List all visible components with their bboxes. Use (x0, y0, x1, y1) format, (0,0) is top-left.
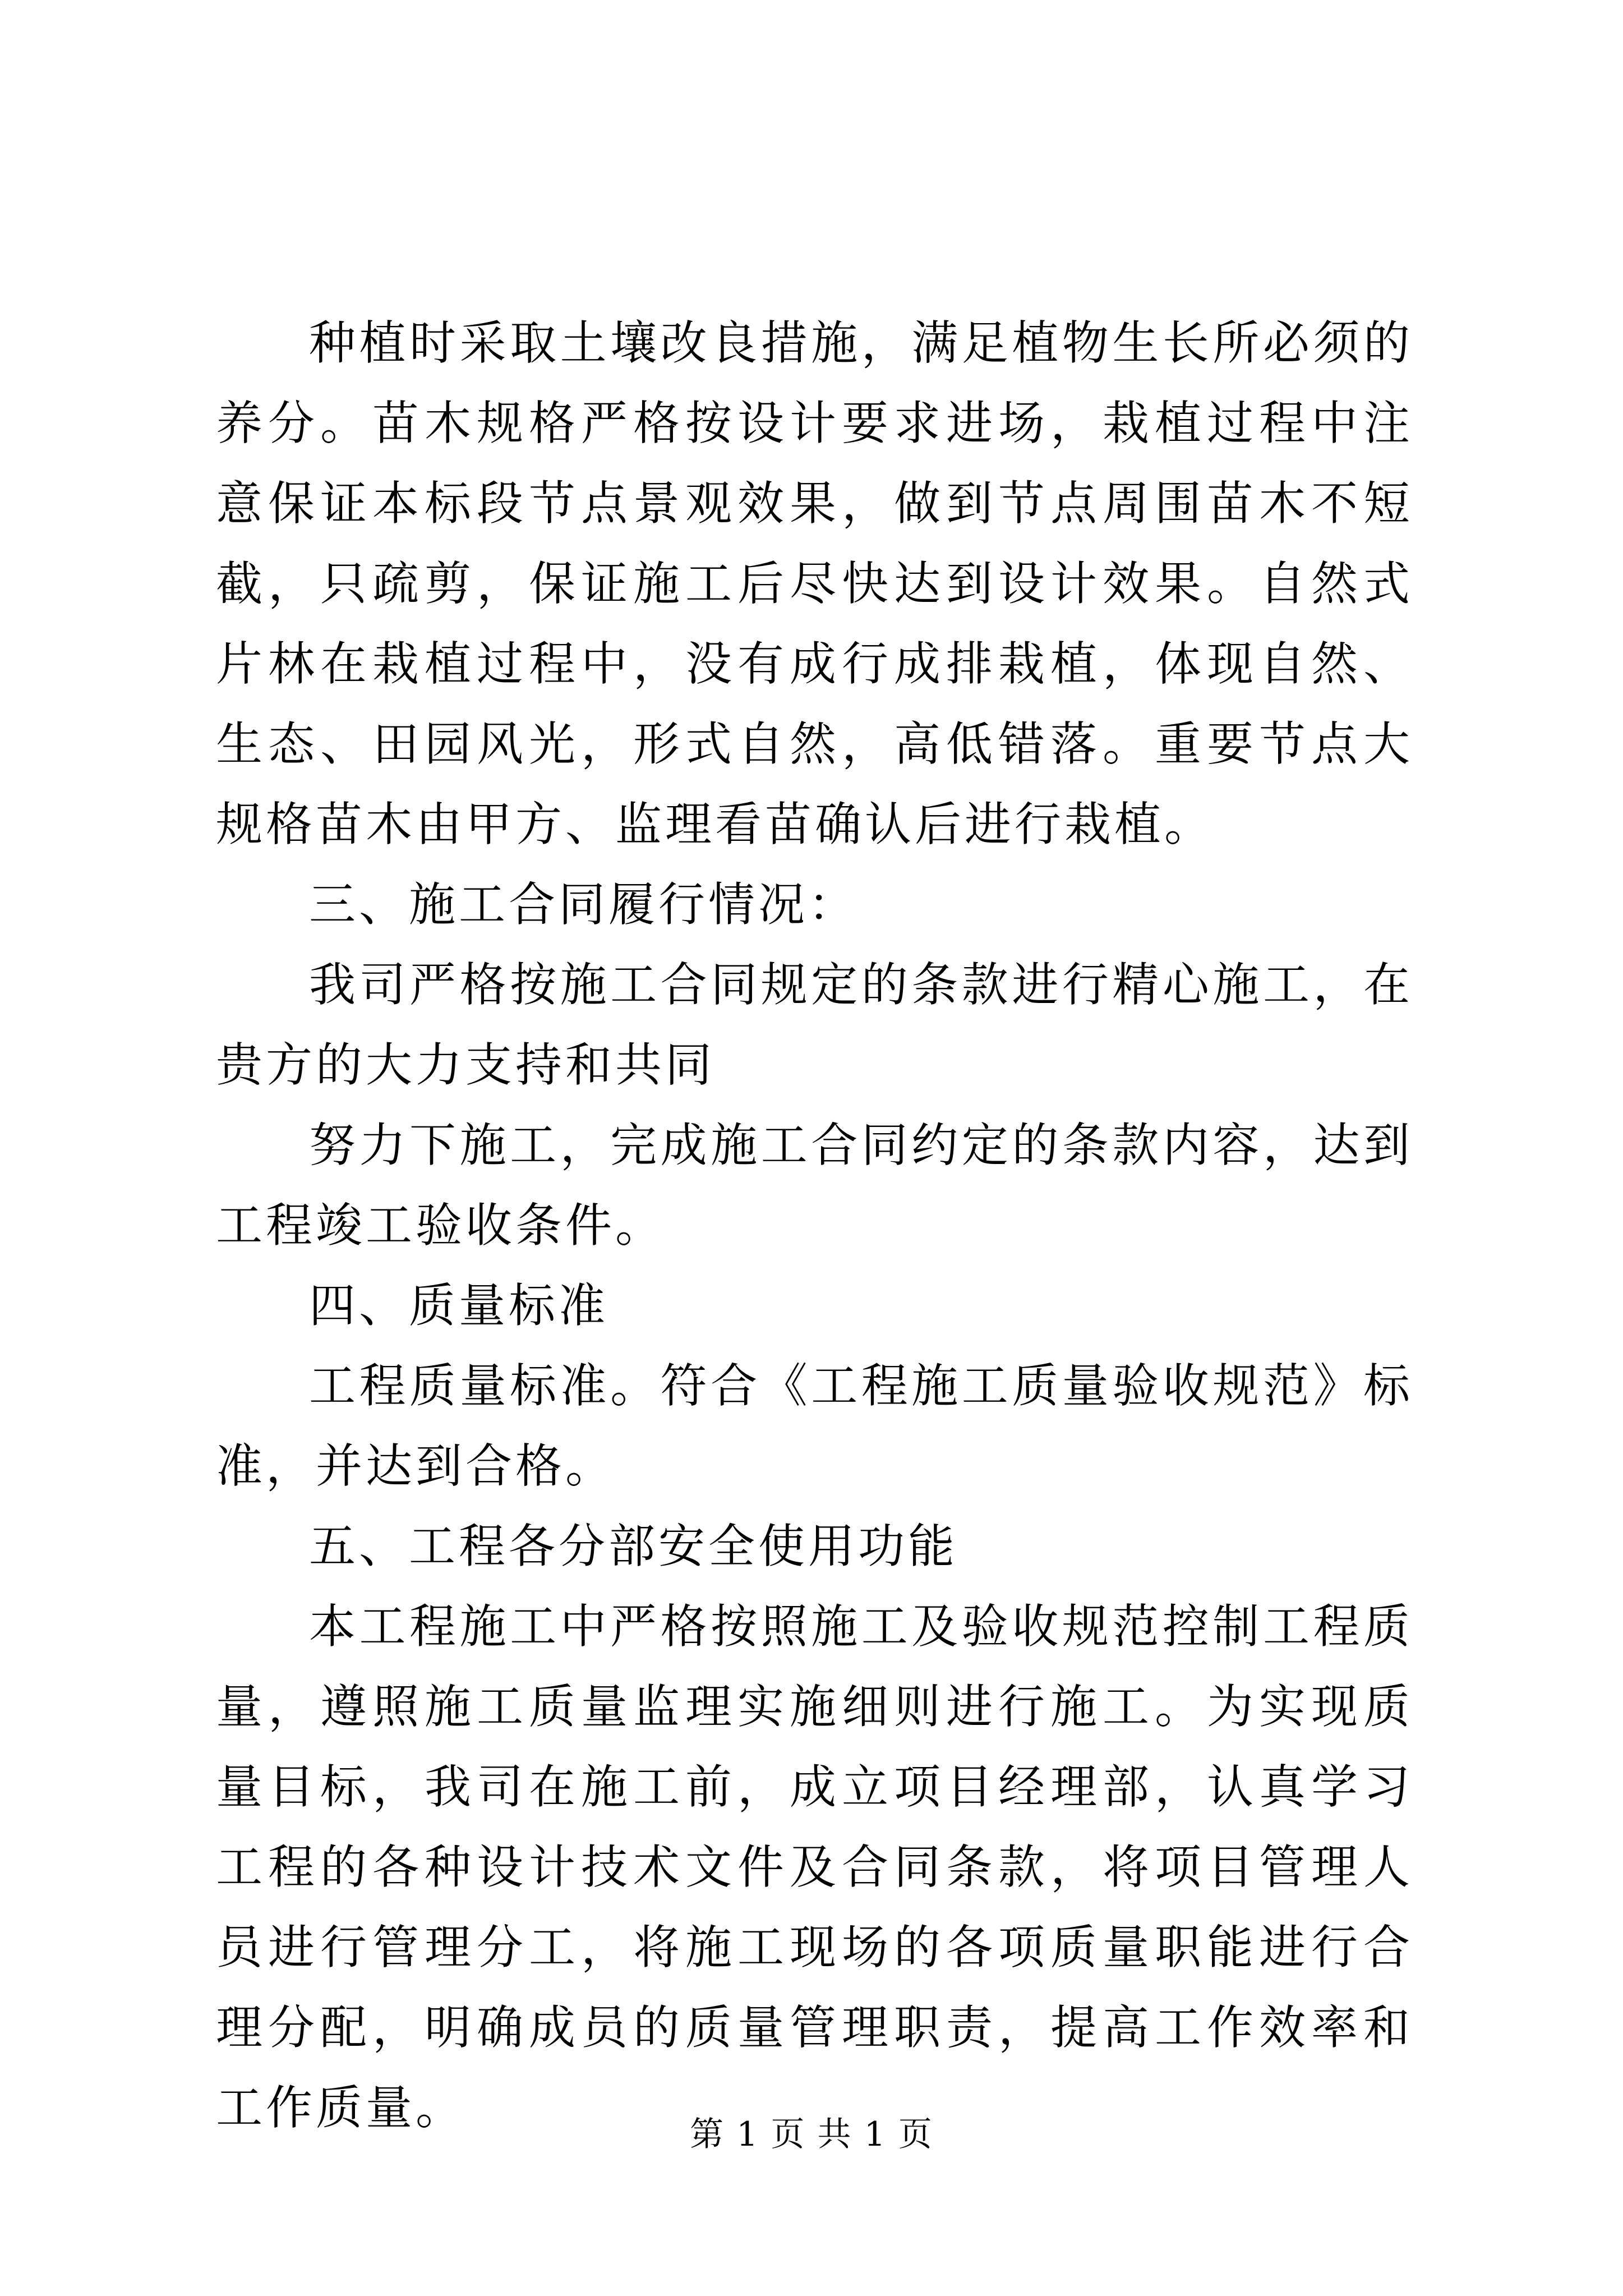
paragraph-quality-control: 本工程施工中严格按照施工及验收规范控制工程质量，遵照施工质量监理实施细则进行施工。为实现质量目标，我司在施工前，成立项目经理部，认真学习工程的各种设计技术文件及合同条款，将项目管理人员进行管理分工，将施工现场的各项质量职能进行合理分配，明确成员的质量管理职责，提高工作效率和工作质量。 (216, 1599, 1413, 2135)
paragraph-contract-2: 努力下施工，完成施工合同约定的条款内容，达到工程竣工验收条件。 (216, 1118, 1413, 1253)
paragraph-contract-1: 我司严格按施工合同规定的条款进行精心施工，在贵方的大力支持和共同 (216, 958, 1413, 1092)
document-body (216, 303, 1413, 2148)
heading-safety-function: 五、工程各分部安全使用功能 (309, 1519, 958, 1573)
paragraph-quality-standard: 工程质量标准。符合《工程施工质量验收规范》标准，并达到合格。 (216, 1359, 1413, 1493)
page-footer: 第 1 页 共 1 页 (690, 2115, 933, 2154)
heading-quality-standard: 四、质量标准 (309, 1278, 608, 1333)
heading-contract-performance: 三、施工合同履行情况： (309, 877, 858, 932)
paragraph-planting: 种植时采取土壤改良措施，满足植物生长所必须的养分。苗木规格严格按设计要求进场，栽植过程中注意保证本标段节点景观效果，做到节点周围苗木不短截，只疏剪，保证施工后尽快达到设计效果。自然式片林在栽植过程中，没有成行成排栽植，体现自然、生态、田园风光，形式自然，高低错落。重要节点大规格苗木由甲方、监理看苗确认后进行栽植。 (216, 316, 1413, 852)
